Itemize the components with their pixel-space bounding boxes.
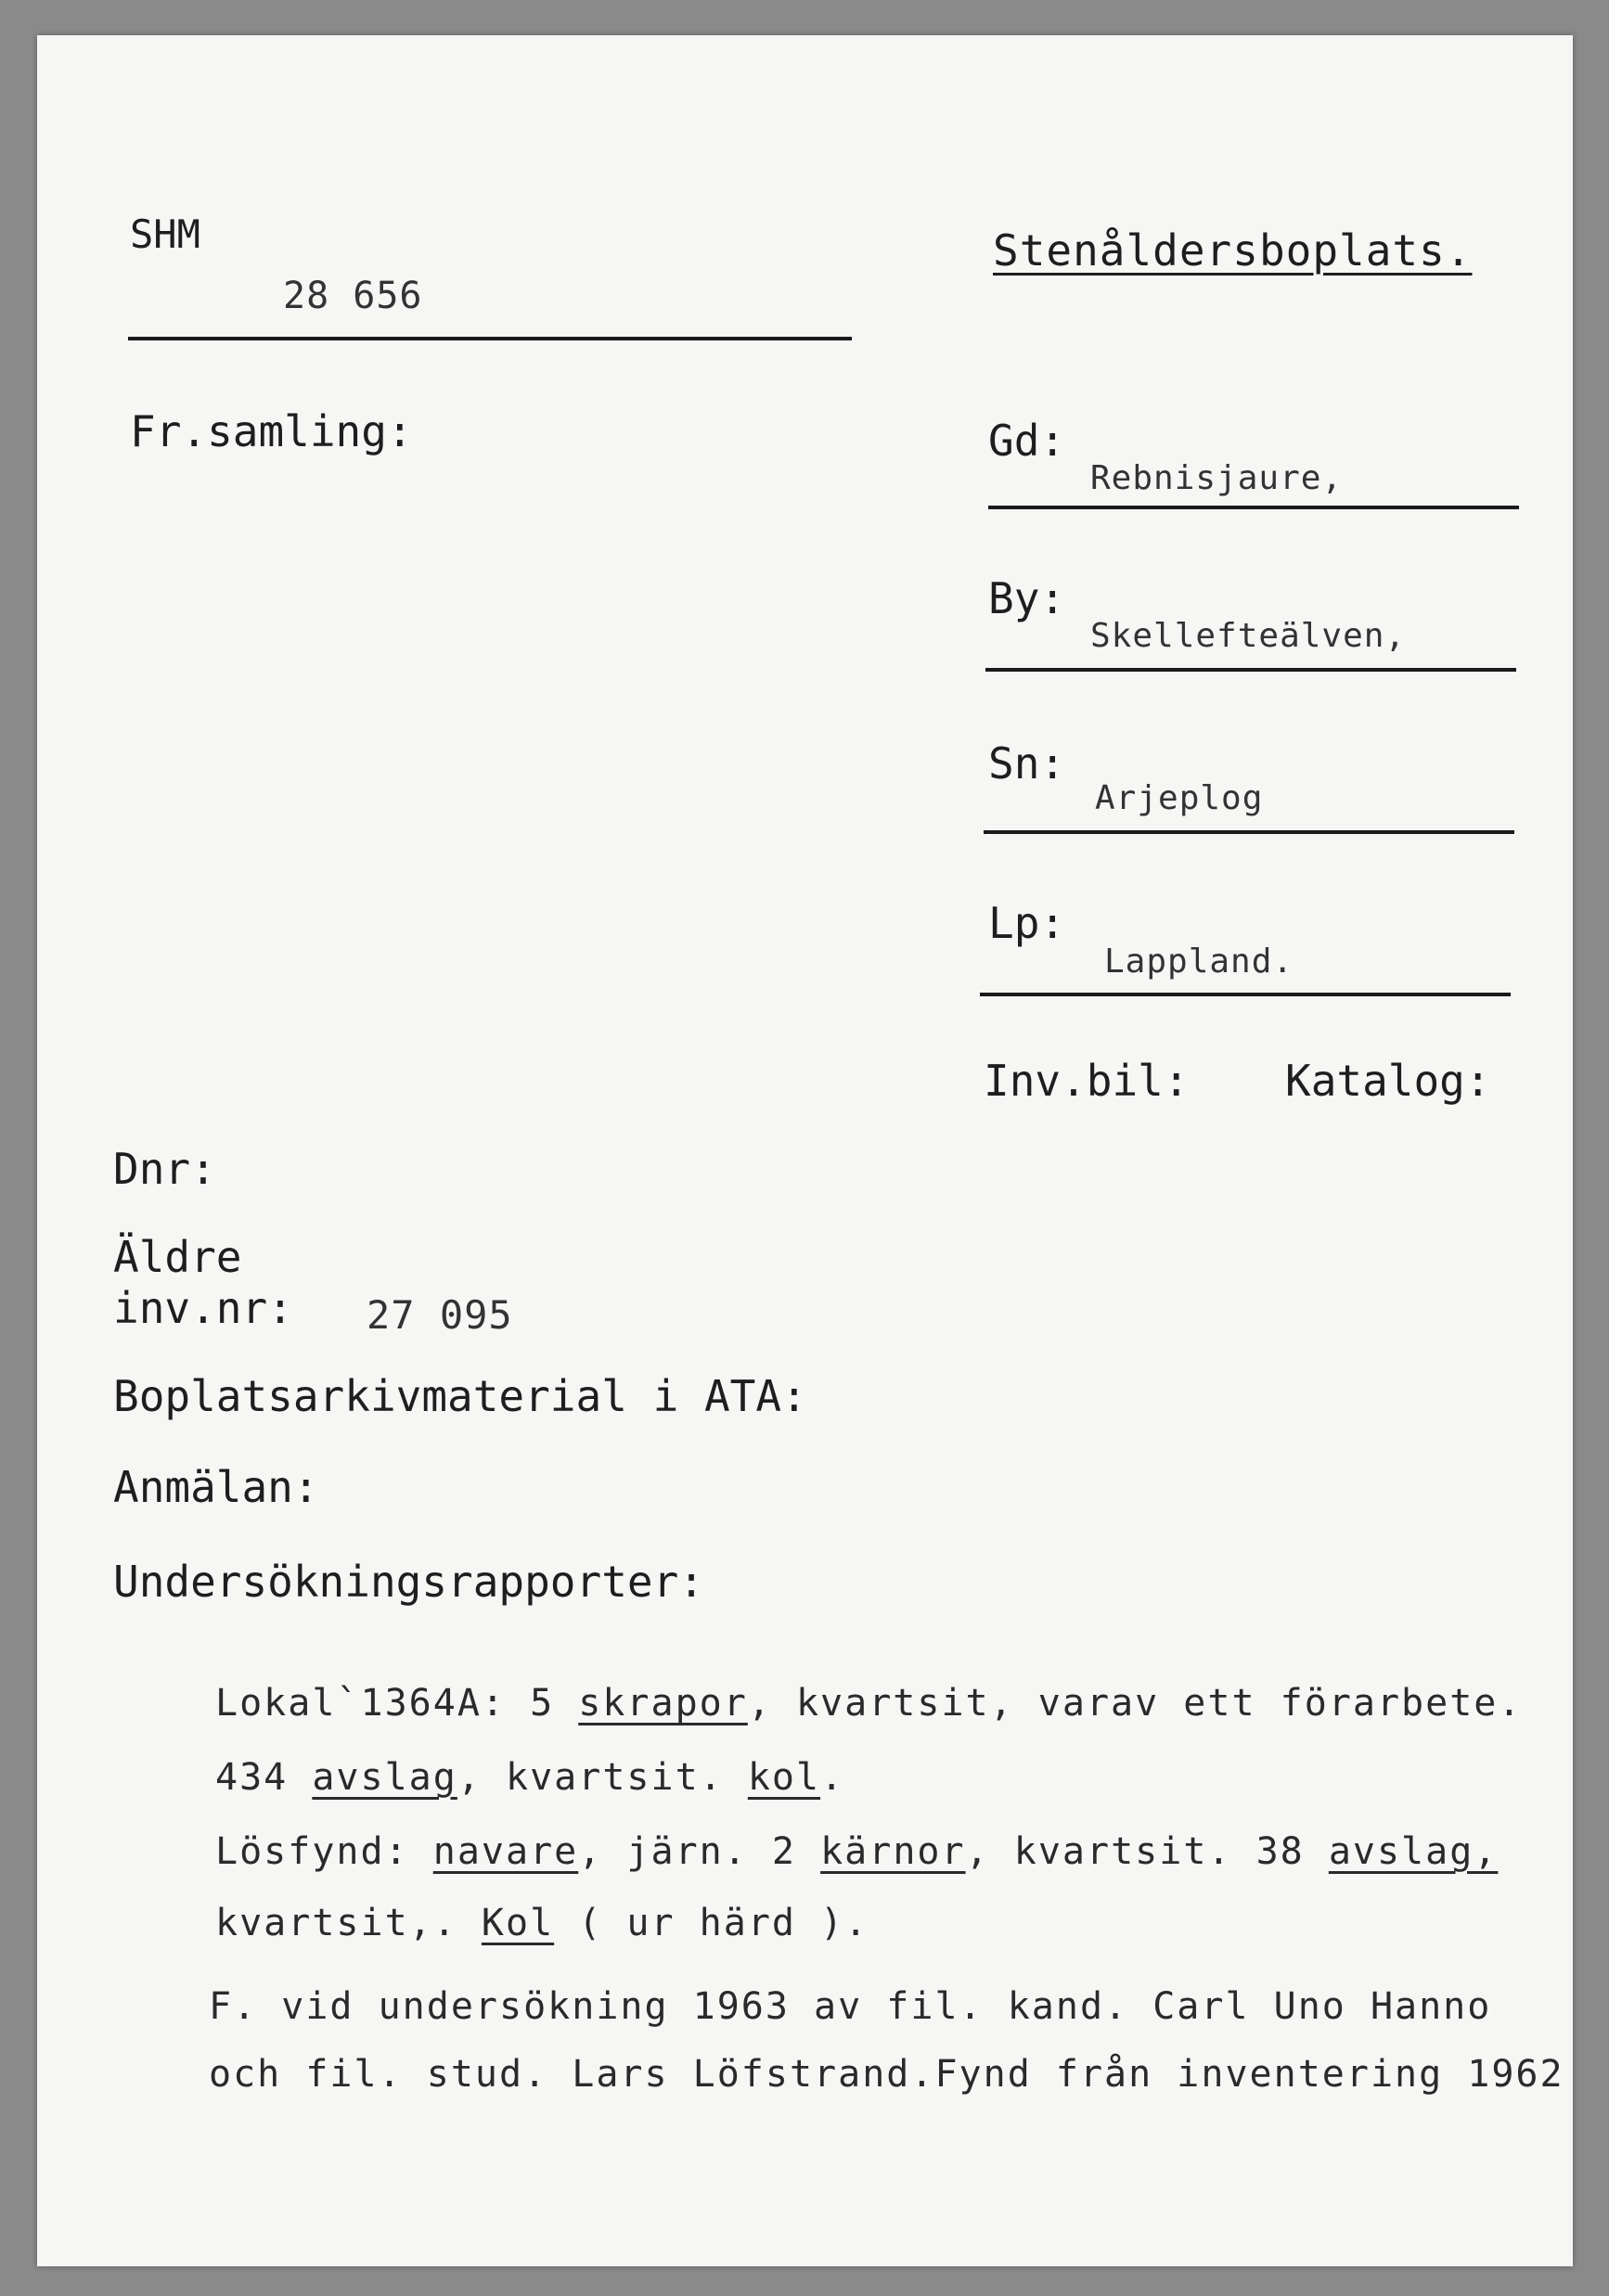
note-2d: kol: [747, 1756, 821, 1799]
note-line-5: F. vid undersökning 1963 av fil. kand. Carl Uno Hanno: [209, 1985, 1492, 2028]
by-value: Skellefteälven,: [1090, 617, 1407, 655]
dnr-label: Dnr:: [113, 1144, 216, 1194]
site-type-text: Stenåldersboplats.: [993, 225, 1473, 276]
note-2b: avslag: [312, 1756, 457, 1799]
note-3c: , järn. 2: [578, 1830, 821, 1873]
lp-value: Lappland.: [1104, 943, 1294, 981]
note-line-6: och fil. stud. Lars Löfstrand.Fynd från inventering 1962: [209, 2053, 1564, 2096]
note-1a: Lokal`1364A: 5: [215, 1682, 579, 1725]
investigation-label: Undersökningsrapporter:: [113, 1557, 704, 1607]
sn-rule: [984, 830, 1514, 834]
note-2e: .: [820, 1756, 845, 1799]
by-rule: [985, 668, 1516, 672]
museum-code: SHM: [130, 212, 200, 257]
report-label: Anmälan:: [113, 1462, 319, 1512]
katalog-label: Katalog:: [1285, 1056, 1491, 1106]
inv-bil-label: Inv.bil:: [984, 1056, 1190, 1106]
catalog-card: [37, 35, 1573, 2266]
archive-label: Boplatsarkivmaterial i ATA:: [113, 1371, 807, 1421]
lp-rule: [980, 993, 1511, 996]
note-2a: 434: [215, 1756, 313, 1799]
older-inv-label-1: Äldre: [113, 1232, 242, 1282]
header-rule-left: [128, 337, 852, 340]
note-3d: kärnor: [820, 1830, 966, 1873]
gd-label: Gd:: [988, 416, 1066, 466]
note-2c: , kvartsit.: [457, 1756, 748, 1799]
note-4a: kvartsit,.: [215, 1902, 482, 1944]
note-line-1: [215, 1682, 1522, 1725]
note-4c: ( ur härd ).: [554, 1902, 869, 1944]
catalog-number: 28 656: [283, 275, 423, 317]
note-line-2: [215, 1756, 844, 1799]
sn-value: Arjeplog: [1095, 779, 1264, 817]
site-type-title: [993, 225, 1473, 276]
older-inv-value: 27 095: [367, 1292, 513, 1338]
older-inv-label-2: inv.nr:: [113, 1283, 293, 1333]
note-1b: skrapor: [578, 1682, 748, 1725]
fr-samling-label: Fr.samling:: [130, 406, 413, 456]
gd-value: Rebnisjaure,: [1090, 459, 1344, 497]
note-3f: avslag,: [1328, 1830, 1499, 1873]
lp-label: Lp:: [988, 898, 1066, 948]
sn-label: Sn:: [988, 738, 1066, 789]
by-label: By:: [988, 573, 1066, 623]
note-1c: , kvartsit, varav ett förarbete.: [747, 1682, 1523, 1725]
note-line-4: [215, 1902, 869, 1944]
note-3a: Lösfynd:: [215, 1830, 433, 1873]
note-line-3: [215, 1830, 1498, 1873]
note-4b: Kol: [481, 1902, 555, 1944]
gd-rule: [988, 506, 1519, 509]
note-3b: navare: [432, 1830, 579, 1873]
note-3e: , kvartsit. 38: [965, 1830, 1329, 1873]
